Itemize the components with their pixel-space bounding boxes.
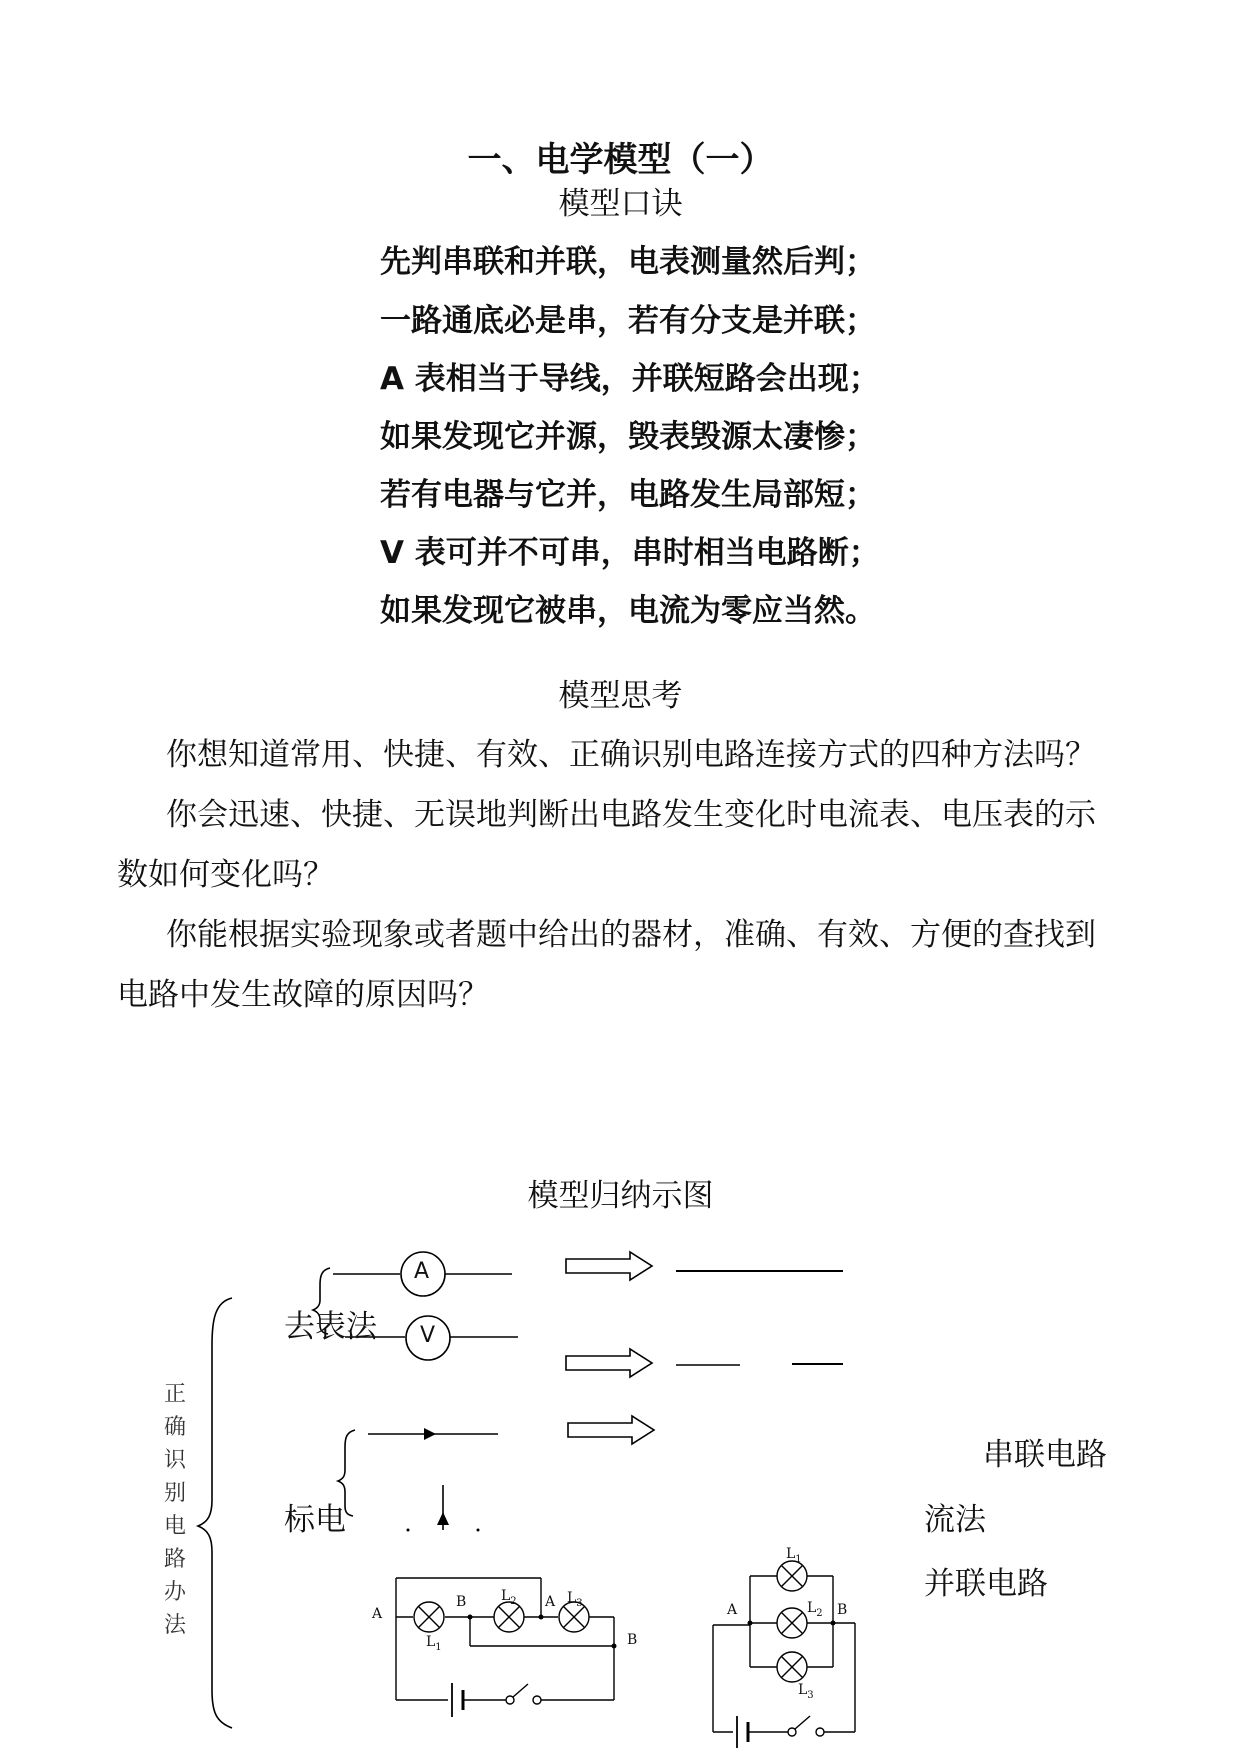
rhyme-line: 如果发现它被串，电流为零应当然。 xyxy=(380,593,876,629)
ammeter-label: A xyxy=(414,1259,430,1284)
page-title: 一、电学模型（一） xyxy=(467,140,774,180)
method-mark-current: 标电 xyxy=(284,1502,346,1538)
parallel-lamp-l1-label: $L_1$ xyxy=(786,1546,802,1565)
series-lamp-l1-label: $L_1$ xyxy=(426,1634,442,1653)
rhyme-line: V 表可并不可串，串时相当电路断； xyxy=(380,535,880,571)
paragraph-line: 你能根据实验现象或者题中给出的器材，准确、有效、方便的查找到 xyxy=(166,917,1096,953)
section-heading-koujue: 模型口诀 xyxy=(558,186,683,222)
rhyme-line: 一路通底必是串，若有分支是并联； xyxy=(380,303,876,339)
paragraph-line: 数如何变化吗？ xyxy=(117,857,334,893)
parallel-circuit xyxy=(713,1561,855,1748)
paragraph-line: 电路中发生故障的原因吗？ xyxy=(117,977,489,1013)
series-node-b2-label: B xyxy=(627,1632,638,1648)
flow-method-label: 流法 xyxy=(924,1502,986,1538)
paragraph-line: 你会迅速、快捷、无误地判断出电路发生变化时电流表、电压表的示 xyxy=(166,797,1096,833)
section-heading-shitu: 模型归纳示图 xyxy=(527,1178,714,1214)
series-lamp-l3-label: $L_3$ xyxy=(567,1590,583,1609)
vertical-label: 正确识别电路办法 xyxy=(163,1382,186,1638)
series-circuit-label: 串联电路 xyxy=(983,1437,1107,1473)
voltmeter-label: V xyxy=(420,1323,436,1348)
parallel-circuit-label: 并联电路 xyxy=(924,1566,1048,1602)
method-remove-meters: 去表法 xyxy=(284,1309,377,1345)
hollow-arrow xyxy=(566,1349,652,1377)
parallel-lamp-l2-label: $L_2$ xyxy=(807,1600,823,1619)
parallel-node-a-label: A xyxy=(727,1602,738,1618)
series-lamp-l2-label: $L_2$ xyxy=(501,1588,517,1607)
series-node-b-label: B xyxy=(456,1594,467,1610)
parallel-node-b-label: B xyxy=(837,1602,848,1618)
parallel-lamp-l3-label: $L_3$ xyxy=(798,1682,814,1701)
rhyme-line: 若有电器与它并，电路发生局部短； xyxy=(380,477,876,513)
left-brace xyxy=(198,1298,232,1728)
rhyme-line: 如果发现它并源，毁表毁源太凄惨； xyxy=(380,419,876,455)
hollow-arrow xyxy=(566,1252,652,1280)
series-node-a2-label: A xyxy=(545,1594,556,1610)
rhyme-line: 先判串联和并联，电表测量然后判； xyxy=(380,244,876,280)
hollow-arrow xyxy=(568,1416,654,1444)
series-node-a-label: A xyxy=(372,1606,383,1622)
rhyme-line: A 表相当于导线，并联短路会出现； xyxy=(380,361,880,397)
section-heading-sikao: 模型思考 xyxy=(558,678,683,714)
paragraph-line: 你想知道常用、快捷、有效、正确识别电路连接方式的四种方法吗？ xyxy=(166,737,1096,773)
